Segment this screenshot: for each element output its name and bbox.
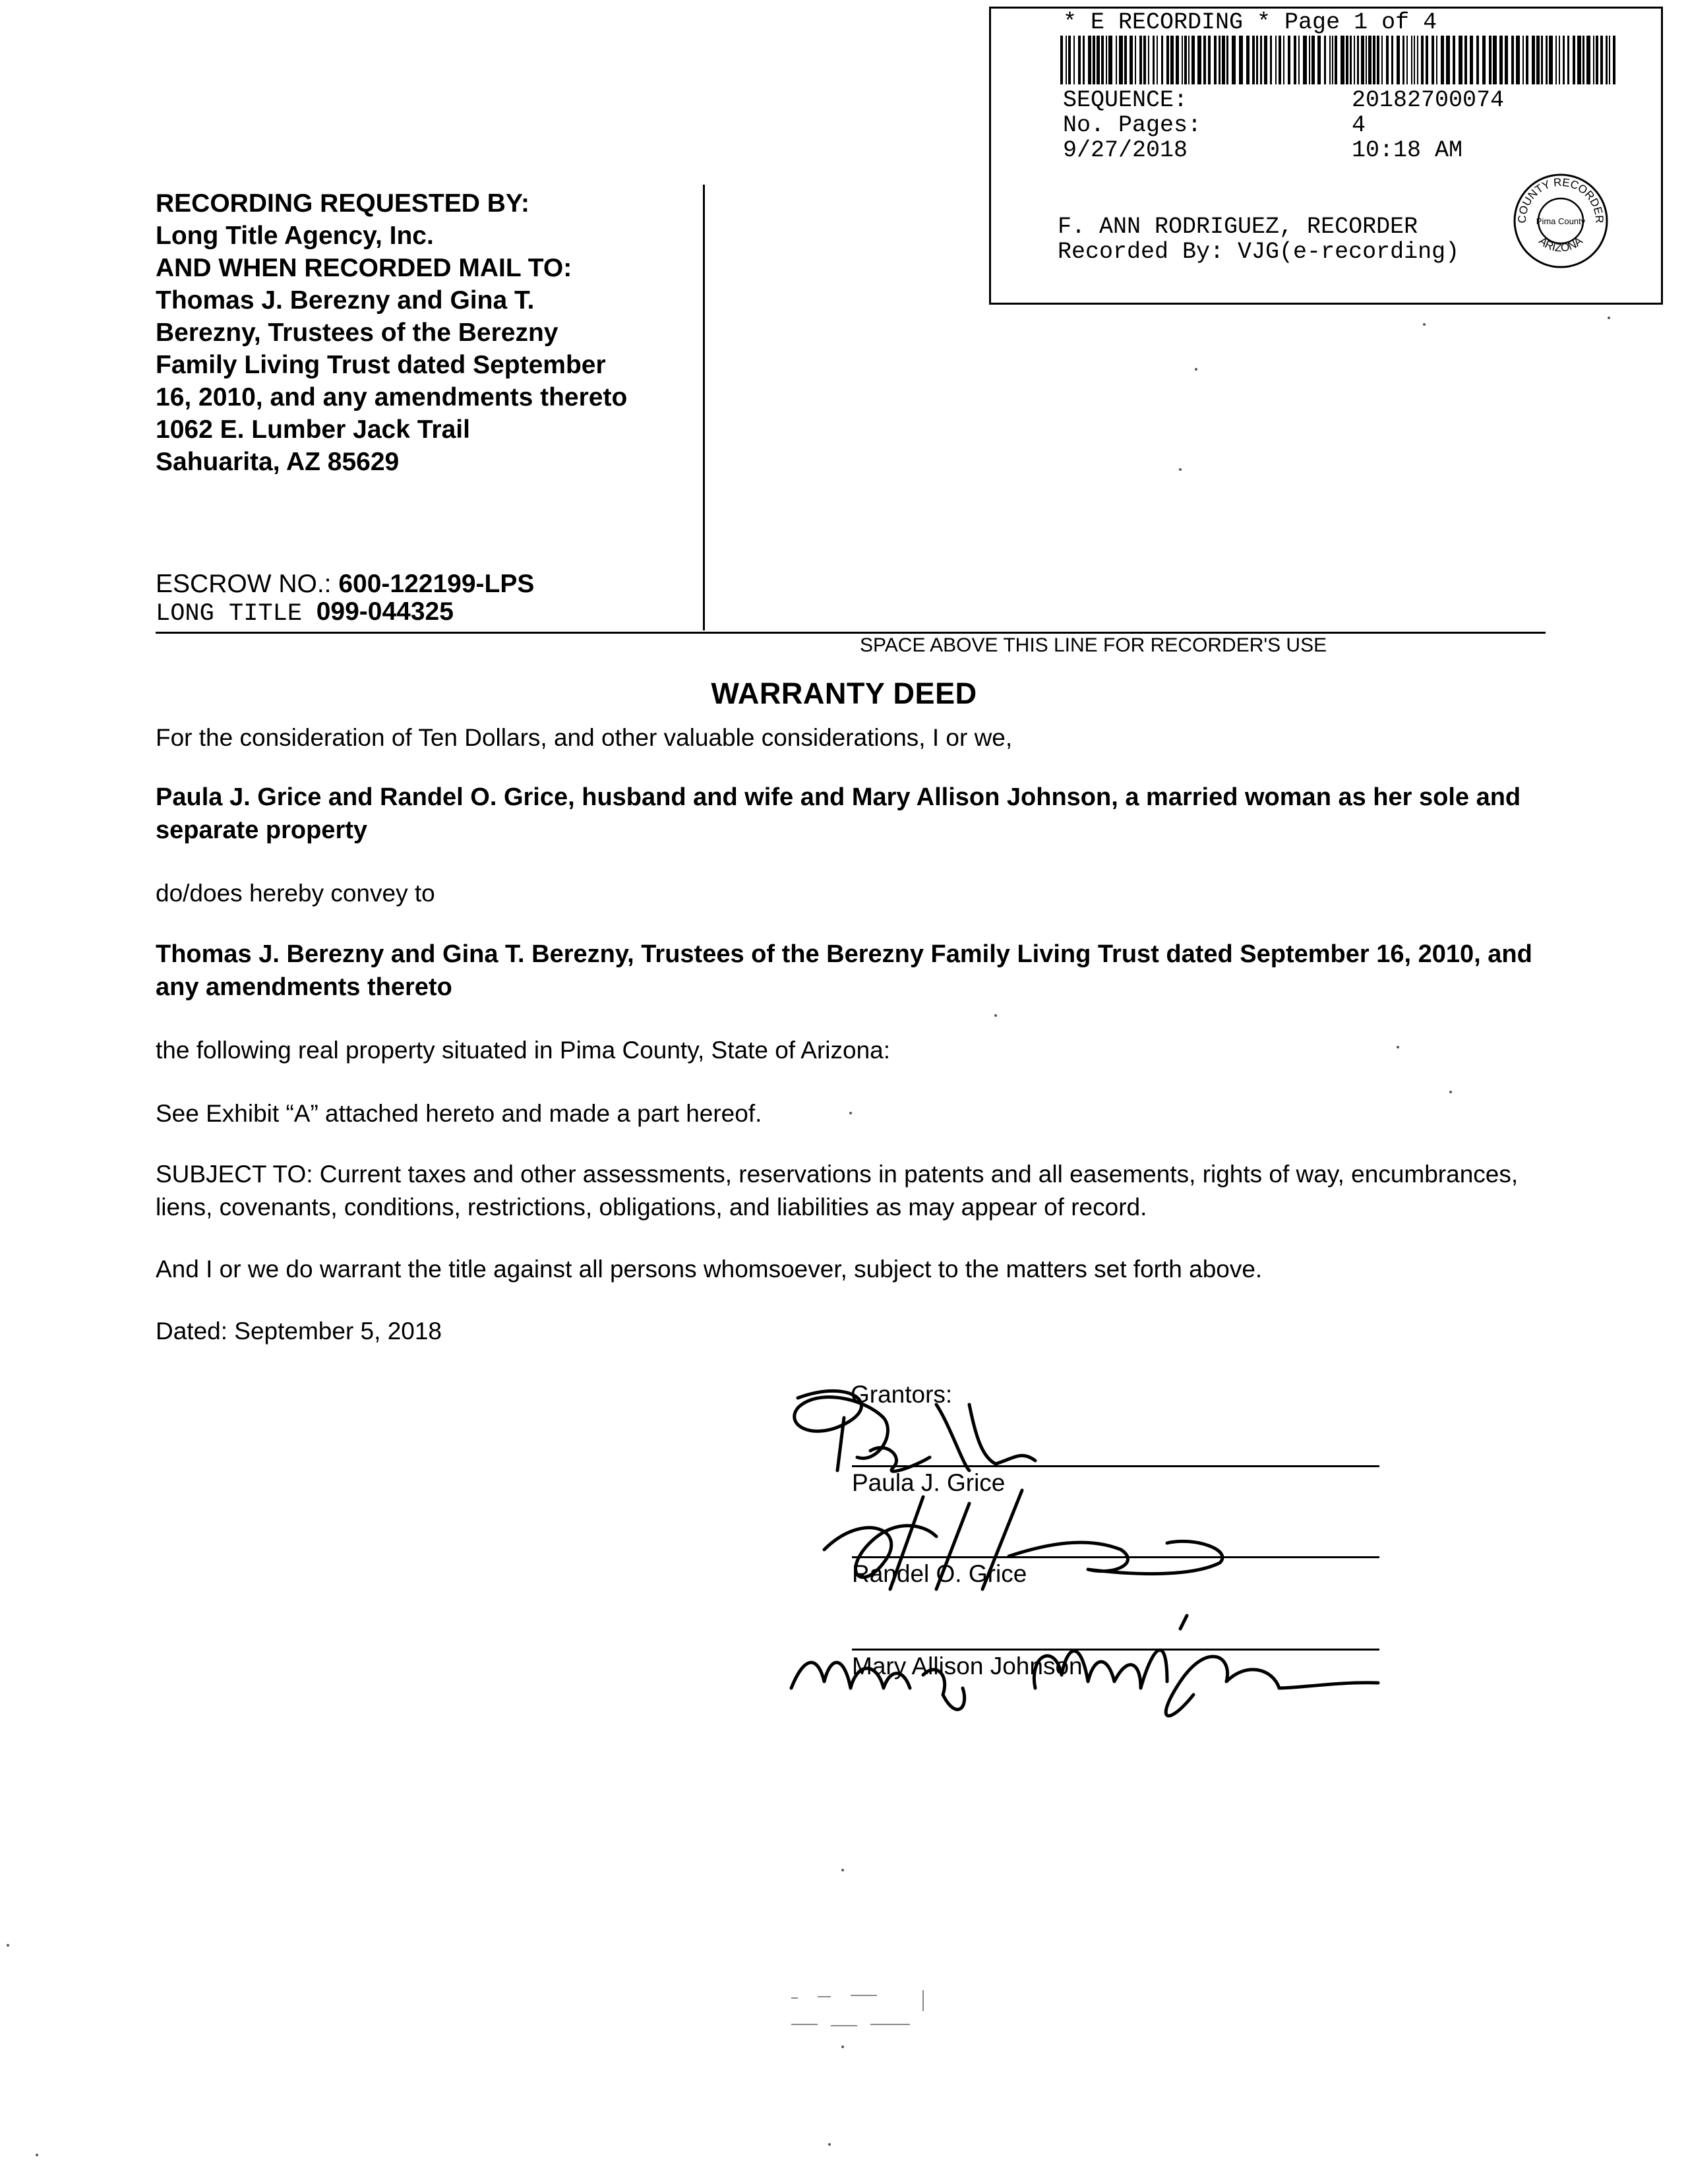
record-time: 10:18 AM — [1352, 137, 1463, 164]
signer-name: Randel O. Grice — [852, 1560, 1027, 1587]
pages-label: No. Pages: — [1063, 112, 1202, 138]
document-title: WARRANTY DEED — [711, 677, 977, 710]
stamp-header: * E RECORDING * Page 1 of 4 — [1063, 9, 1437, 36]
requested-by-label: RECORDING REQUESTED BY: — [156, 189, 529, 218]
dated-text: Dated: September 5, 2018 — [156, 1318, 442, 1345]
record-date: 9/27/2018 — [1063, 137, 1188, 164]
mail-to-line: Family Living Trust dated September — [156, 351, 606, 379]
property-text: the following real property situated in Pima County, State of Arizona: — [156, 1037, 891, 1064]
sequence-label: SEQUENCE: — [1063, 87, 1188, 113]
mail-to-line: Sahuarita, AZ 85629 — [156, 448, 400, 476]
sequence-value: 20182700074 — [1352, 87, 1505, 113]
mail-to-line: 16, 2010, and any amendments thereto — [156, 383, 628, 411]
subject-to-text: SUBJECT TO: Current taxes and other assessments, reservations in patents and all easements, rights of way, encumbrances, liens, covenants, conditions, restrictions, obligations, and liabilities as may appear of record. — [156, 1161, 1519, 1221]
signer-name: Paula J. Grice — [852, 1469, 1006, 1496]
seal-bottom-text: ARIZONA — [1536, 234, 1585, 255]
recorded-by: Recorded By: VJG(e-recording) — [1058, 239, 1460, 265]
requested-by: Long Title Agency, Inc. — [156, 222, 434, 250]
recorder-name: F. ANN RODRIGUEZ, RECORDER — [1058, 214, 1418, 240]
long-title-label: LONG TITLE — [156, 600, 303, 628]
long-title-number: 099-044325 — [316, 597, 454, 626]
space-above-note: SPACE ABOVE THIS LINE FOR RECORDER'S USE — [860, 634, 1327, 656]
mail-to-line: 1062 E. Lumber Jack Trail — [156, 415, 470, 444]
grantors-heading: Grantors: — [851, 1381, 953, 1408]
signer-name: Mary Allison Johnson — [852, 1653, 1083, 1680]
warrant-text: And I or we do warrant the title against all persons whomsoever, subject to the matters set forth above. — [156, 1256, 1263, 1283]
escrow-label: ESCROW NO.: — [156, 570, 332, 598]
seal-top-text: COUNTY RECORDER — [1515, 175, 1606, 224]
seal-center-text: Pima County — [1536, 216, 1586, 226]
convey-text: do/does hereby convey to — [156, 880, 435, 907]
mail-to-line: Berezny, Trustees of the Berezny — [156, 318, 558, 347]
escrow-number: 600-122199-LPS — [338, 570, 535, 598]
grantees-text: Thomas J. Berezny and Gina T. Berezny, Trustees of the Berezny Family Living Trust dated September 16, 2010, and any amendments thereto — [156, 940, 1532, 1001]
mail-to-line: Thomas J. Berezny and Gina T. — [156, 286, 535, 315]
consideration-text: For the consideration of Ten Dollars, and other valuable considerations, I or we, — [156, 724, 1013, 751]
mail-to-label: AND WHEN RECORDED MAIL TO: — [156, 254, 572, 282]
exhibit-text: See Exhibit “A” attached hereto and made a part hereof. — [156, 1100, 762, 1127]
grantors-text: Paula J. Grice and Randel O. Grice, husband and wife and Mary Allison Johnson, a married woman as her sole and separate property — [156, 783, 1521, 844]
pages-value: 4 — [1352, 112, 1366, 138]
